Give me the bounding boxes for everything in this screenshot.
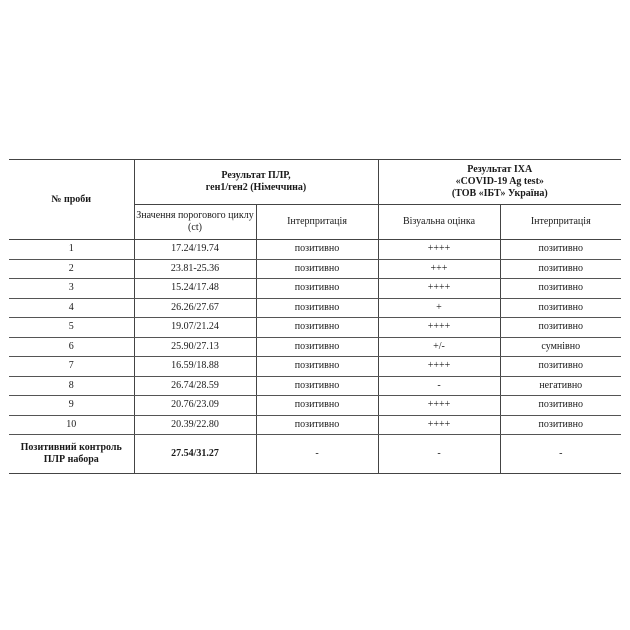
ct-value-cell: 23.81-25.36	[134, 259, 256, 279]
header-pcr-title: Результат ПЛР,	[221, 170, 291, 181]
visual-assessment-cell: ++++	[378, 357, 500, 377]
sample-number-cell: 9	[9, 396, 134, 416]
visual-assessment-cell: ++++	[378, 415, 500, 435]
pcr-interpretation-cell: позитивно	[256, 396, 378, 416]
table-row	[9, 298, 621, 318]
visual-assessment-cell: -	[378, 376, 500, 396]
sample-number-cell: 2	[9, 259, 134, 279]
pcr-interpretation-cell: позитивно	[256, 318, 378, 338]
ct-value-cell: 17.24/19.74	[134, 240, 256, 260]
visual-assessment-cell: ++++	[378, 279, 500, 299]
control-ihc-interpretation: -	[500, 435, 621, 474]
table-row	[9, 318, 621, 338]
ihc-interpretation-cell: позитивно	[500, 259, 621, 279]
table-row	[9, 240, 621, 260]
ct-value-cell: 19.07/21.24	[134, 318, 256, 338]
header-visual-assessment	[378, 205, 500, 240]
ct-value-cell: 26.26/27.67	[134, 298, 256, 318]
header-ihc-interpretation	[500, 205, 621, 240]
header-ihc-interpretation-text: Інтерпритація	[530, 216, 591, 227]
ct-value-cell: 20.76/23.09	[134, 396, 256, 416]
ihc-interpretation-cell: негативно	[500, 376, 621, 396]
sample-number-cell: 3	[9, 279, 134, 299]
control-ct-value: 27.54/31.27	[134, 435, 256, 474]
visual-assessment-cell: +++	[378, 259, 500, 279]
table-row	[9, 337, 621, 357]
header-pcr-subtitle: ген1/ген2 (Німеччина)	[205, 182, 307, 193]
ihc-interpretation-cell: позитивно	[500, 396, 621, 416]
pcr-interpretation-cell: позитивно	[256, 337, 378, 357]
visual-assessment-cell: +	[378, 298, 500, 318]
header-ct-value	[134, 205, 256, 240]
sample-number-cell: 4	[9, 298, 134, 318]
table-row	[9, 376, 621, 396]
ihc-interpretation-cell: позитивно	[500, 279, 621, 299]
control-pcr-interpretation: -	[256, 435, 378, 474]
table-row	[9, 259, 621, 279]
table-row	[9, 415, 621, 435]
header-pcr-interpretation	[256, 205, 378, 240]
ct-value-cell: 25.90/27.13	[134, 337, 256, 357]
header-ihc-title: Результат ІХА	[467, 164, 533, 175]
control-label-line1: Позитивний контроль	[20, 442, 122, 453]
header-pcr-interpretation-text: Інтерпритація	[287, 216, 347, 227]
ihc-interpretation-cell: позитивно	[500, 318, 621, 338]
header-ihc-result	[378, 160, 621, 205]
visual-assessment-cell: +/-	[378, 337, 500, 357]
ct-value-cell: 16.59/18.88	[134, 357, 256, 377]
table-row	[9, 396, 621, 416]
sample-number-cell: 8	[9, 376, 134, 396]
table-row	[9, 357, 621, 377]
sample-number-cell: 7	[9, 357, 134, 377]
header-pcr-result	[134, 160, 378, 205]
header-ihc-maker: (ТОВ «ІБТ» Україна)	[451, 188, 548, 199]
control-row	[9, 435, 621, 474]
sample-number-cell: 6	[9, 337, 134, 357]
pcr-interpretation-cell: позитивно	[256, 259, 378, 279]
ct-value-cell: 15.24/17.48	[134, 279, 256, 299]
control-label-cell	[9, 435, 134, 474]
ihc-interpretation-cell: позитивно	[500, 415, 621, 435]
table-row	[9, 279, 621, 299]
sample-number-cell: 1	[9, 240, 134, 260]
pcr-interpretation-cell: позитивно	[256, 279, 378, 299]
header-sample-no	[9, 160, 134, 240]
ihc-interpretation-cell: позитивно	[500, 240, 621, 260]
header-sample-no-text: № проби	[51, 193, 92, 205]
sample-number-cell: 5	[9, 318, 134, 338]
results-table	[9, 159, 621, 474]
header-ihc-subtitle: «COVID-19 Ag test»	[455, 176, 544, 187]
header-ct-value-text: Значення порогового циклу (ct)	[136, 210, 254, 233]
pcr-interpretation-cell: позитивно	[256, 415, 378, 435]
ct-value-cell: 26.74/28.59	[134, 376, 256, 396]
ihc-interpretation-cell: сумнівно	[500, 337, 621, 357]
ihc-interpretation-cell: позитивно	[500, 298, 621, 318]
pcr-interpretation-cell: позитивно	[256, 298, 378, 318]
sample-number-cell: 10	[9, 415, 134, 435]
pcr-interpretation-cell: позитивно	[256, 357, 378, 377]
header-row-top	[9, 160, 621, 205]
header-visual-assessment-text: Візуальна оцінка	[402, 216, 476, 227]
control-label-line2: ПЛР набора	[43, 454, 99, 465]
visual-assessment-cell: ++++	[378, 396, 500, 416]
ihc-interpretation-cell: позитивно	[500, 357, 621, 377]
visual-assessment-cell: ++++	[378, 318, 500, 338]
visual-assessment-cell: ++++	[378, 240, 500, 260]
pcr-interpretation-cell: позитивно	[256, 240, 378, 260]
ct-value-cell: 20.39/22.80	[134, 415, 256, 435]
control-visual-assessment: -	[378, 435, 500, 474]
pcr-interpretation-cell: позитивно	[256, 376, 378, 396]
